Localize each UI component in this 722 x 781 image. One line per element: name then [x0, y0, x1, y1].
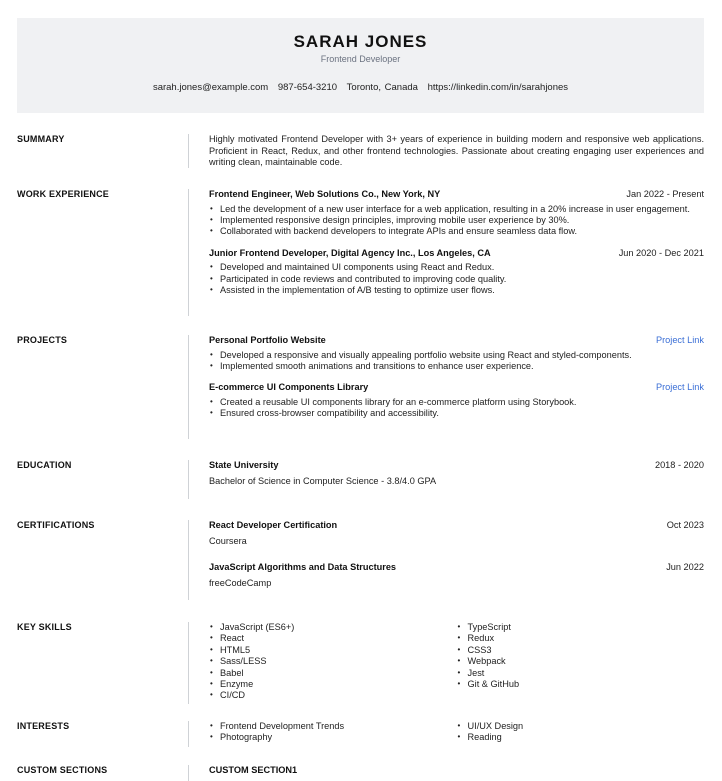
- list-item: • Implemented smooth animations and transitions to enhance user experience.: [209, 361, 704, 372]
- certification-issuer: freeCodeCamp: [209, 577, 272, 588]
- list-item: • CI/CD: [209, 690, 457, 701]
- project-name: E-commerce UI Components Library: [209, 382, 369, 393]
- section-divider: [188, 134, 189, 168]
- job-date: Jun 2020 - Dec 2021: [618, 247, 704, 258]
- section-title: KEY SKILLS: [17, 622, 72, 632]
- list-item: • UI/UX Design: [457, 721, 705, 732]
- project-entry: [209, 382, 704, 419]
- list-item: • Created a reusable UI components library for an e-commerce platform using Storybook.: [209, 397, 704, 408]
- list-item: • HTML5: [209, 645, 457, 656]
- contact-line: [17, 82, 704, 94]
- section-divider: [188, 765, 189, 781]
- project-name: Personal Portfolio Website: [209, 335, 326, 345]
- certification-entry: [209, 562, 704, 589]
- project-link[interactable]: Project Link: [655, 382, 704, 393]
- certification-entry: [209, 520, 704, 547]
- contact-phone: 987-654-3210: [277, 82, 338, 93]
- list-item: • Reading: [457, 732, 705, 743]
- degree: Bachelor of Science in Computer Science - 3.8/4.0 GPA: [209, 475, 437, 486]
- certification-date: Oct 2023: [666, 520, 704, 530]
- list-item: • Git & GitHub: [457, 679, 705, 690]
- resume-header: [17, 18, 704, 113]
- list-item: • Ensured cross-browser compatibility and accessibility.: [209, 408, 704, 419]
- list-item: • Collaborated with backend developers to integrate APIs and ensure seamless data flow.: [209, 226, 704, 237]
- job-entry: [209, 189, 704, 238]
- section-divider: [188, 721, 189, 747]
- section-divider: [188, 335, 189, 439]
- list-item: • Led the development of a new user interface for a web application, resulting in a 20% increase in user engagement.: [209, 204, 704, 215]
- contact-location: Toronto, Canada: [346, 82, 418, 93]
- certification-date: Jun 2022: [666, 562, 704, 572]
- list-item: • Assisted in the implementation of A/B testing to optimize user flows.: [209, 285, 704, 296]
- job-date: Jan 2022 - Present: [626, 189, 704, 199]
- list-item: • CSS3: [457, 645, 705, 656]
- candidate-name: SARAH JONES: [293, 32, 428, 51]
- education-date: 2018 - 2020: [654, 460, 704, 470]
- list-item: • Developed a responsive and visually appealing portfolio website using React and styled-components.: [209, 350, 704, 361]
- custom-section-heading: CUSTOM SECTION1: [209, 765, 298, 775]
- section-title: CUSTOM SECTIONS: [17, 765, 108, 775]
- list-item: • Frontend Development Trends: [209, 721, 457, 732]
- section-title: EDUCATION: [17, 460, 72, 470]
- list-item: • Participated in code reviews and contributed to improving code quality.: [209, 274, 704, 285]
- list-item: • Photography: [209, 732, 457, 743]
- contact-email[interactable]: sarah.jones@example.com: [152, 82, 269, 93]
- section-title: INTERESTS: [17, 721, 70, 731]
- project-entry: [209, 335, 704, 372]
- job-heading: Frontend Engineer, Web Solutions Co., New York, NY: [209, 189, 441, 199]
- school-name: State University: [209, 460, 279, 470]
- candidate-role: Frontend Developer: [320, 54, 401, 64]
- list-item: • React: [209, 633, 457, 644]
- certification-name: React Developer Certification: [209, 520, 338, 530]
- list-item: • Babel: [209, 668, 457, 679]
- section-title: PROJECTS: [17, 335, 68, 345]
- section-divider: [188, 189, 189, 316]
- section-title: SUMMARY: [17, 134, 65, 144]
- list-item: • Implemented responsive design principles, improving mobile user experience by 30%.: [209, 215, 704, 226]
- certification-name: JavaScript Algorithms and Data Structures: [209, 562, 397, 572]
- list-item: • Developed and maintained UI components using React and Redux.: [209, 262, 704, 273]
- list-item: • JavaScript (ES6+): [209, 622, 457, 633]
- summary-text: Highly motivated Frontend Developer with 3+ years of experience in building modern and responsive web applications. Proficient in React, Redux, and other frontend technologies. Passionate about creating engaging user experiences and writing clean, maintainable code.: [209, 134, 704, 168]
- project-link[interactable]: Project Link: [655, 335, 704, 345]
- certification-issuer: Coursera: [209, 535, 247, 546]
- contact-linkedin[interactable]: https://linkedin.com/in/sarahjones: [427, 82, 569, 93]
- list-item: • Jest: [457, 668, 705, 679]
- list-item: • Webpack: [457, 656, 705, 667]
- job-entry: [209, 248, 704, 297]
- list-item: • TypeScript: [457, 622, 705, 633]
- list-item: • Enzyme: [209, 679, 457, 690]
- section-divider: [188, 622, 189, 704]
- section-divider: [188, 460, 189, 499]
- section-title: WORK EXPERIENCE: [17, 189, 110, 199]
- section-title: CERTIFICATIONS: [17, 520, 95, 530]
- list-item: • Redux: [457, 633, 705, 644]
- list-item: • Sass/LESS: [209, 656, 457, 667]
- job-heading: Junior Frontend Developer, Digital Agency Inc., Los Angeles, CA: [209, 247, 491, 258]
- section-divider: [188, 520, 189, 600]
